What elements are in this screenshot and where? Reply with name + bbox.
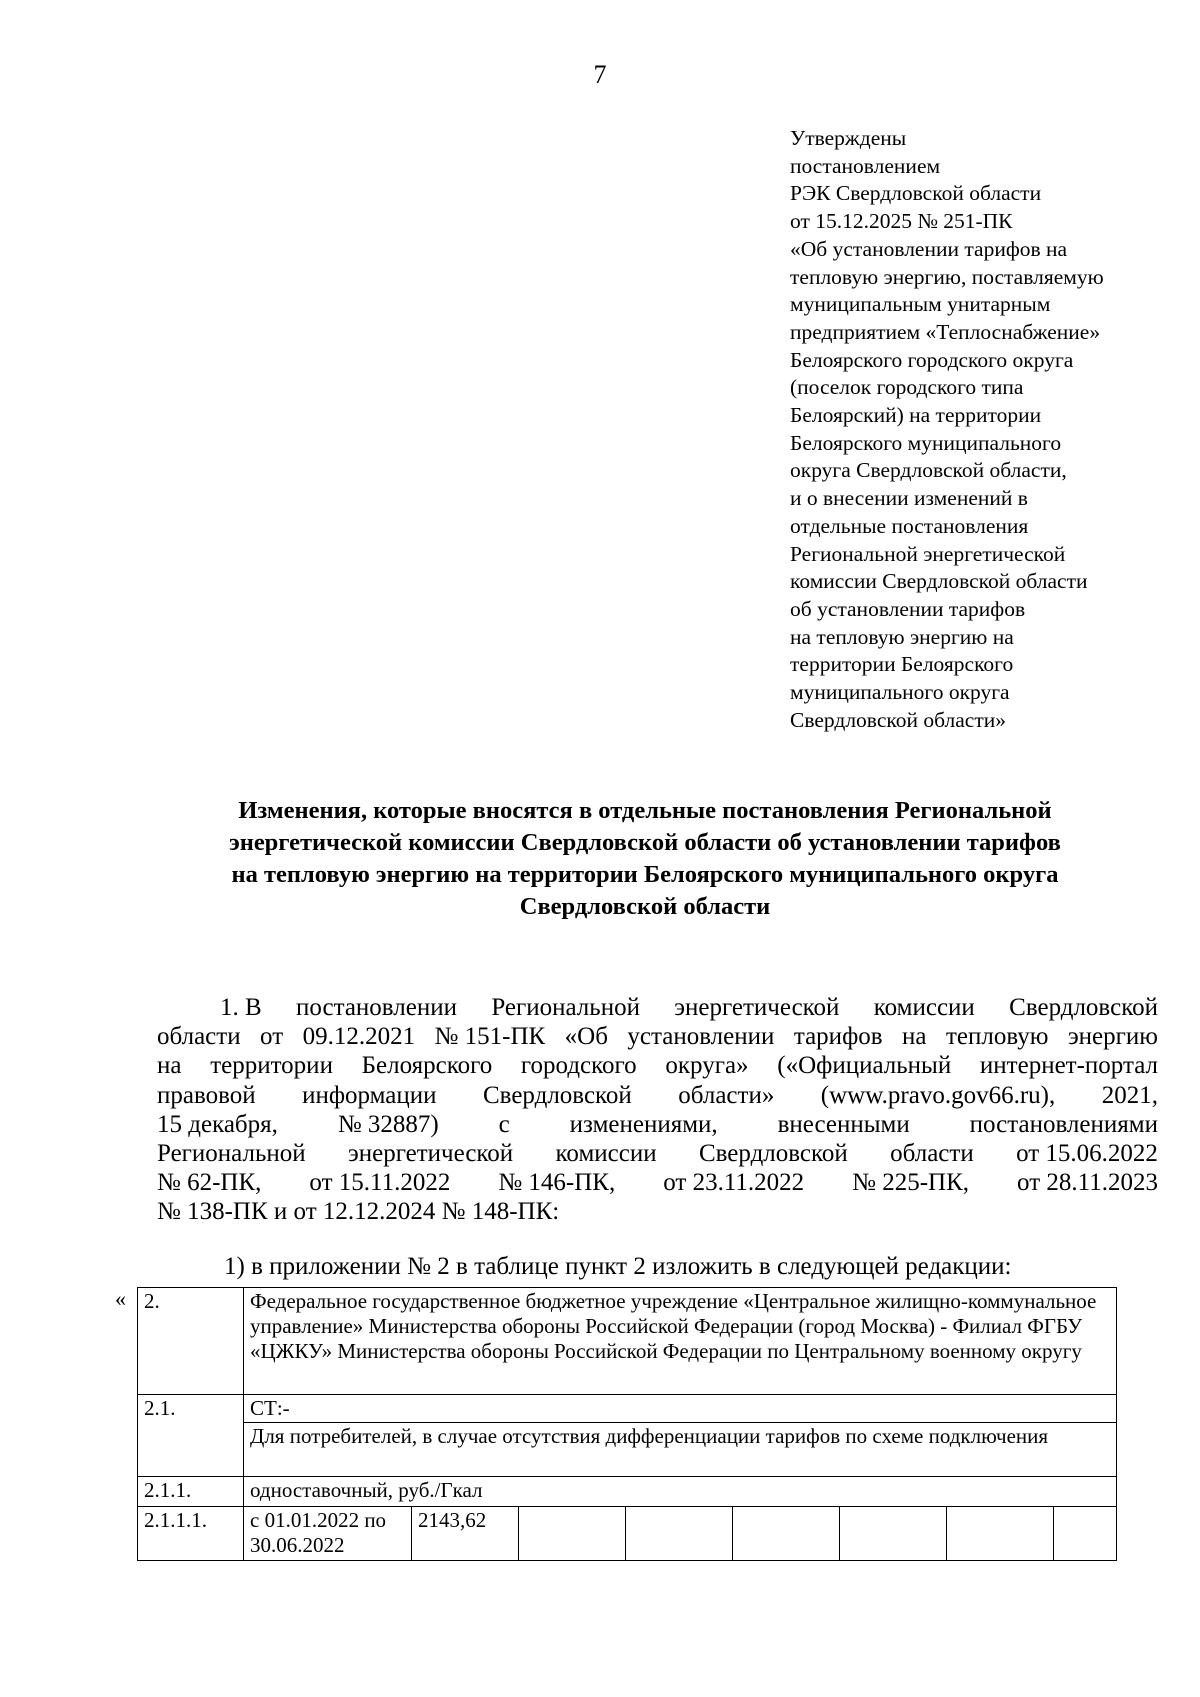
approval-line: «Об установлении тарифов на xyxy=(790,236,1068,261)
approval-line: об установлении тарифов xyxy=(790,596,1026,621)
paragraph-word: постановлениями xyxy=(969,1110,1158,1138)
row-number: 2.1.1. xyxy=(138,1477,244,1507)
table-row xyxy=(138,1288,1117,1395)
approval-line: Белоярского муниципального xyxy=(790,430,1062,455)
heading-line: на тепловую энергию на территории Белоярского муниципального округа xyxy=(231,861,1059,888)
empty-cell xyxy=(733,1507,840,1561)
heading-line: энергетической комиссии Свердловской области об установлении тарифов xyxy=(229,829,1061,856)
approval-line: предприятием «Теплоснабжение» xyxy=(790,319,1101,344)
paragraph-line xyxy=(157,1197,1158,1226)
paragraph-line xyxy=(157,1081,1158,1110)
approval-line: постановлением xyxy=(790,153,941,178)
paragraph-1 xyxy=(157,993,1158,1227)
paragraph-word: Региональной xyxy=(157,1140,306,1168)
paragraph-word: 2021, xyxy=(1101,1081,1158,1109)
page-number: 7 xyxy=(593,60,607,89)
paragraph-word: энергетической xyxy=(674,994,840,1021)
paragraph-word: № 146-ПК, xyxy=(498,1169,616,1197)
paragraph-word: Региональной xyxy=(491,994,640,1021)
paragraph-word: № 138-ПК и от 12.12.2024 № 148-ПК: xyxy=(157,1198,560,1226)
approval-line: тепловую энергию, поставляемую xyxy=(790,264,1104,289)
heading-line: Изменения, которые вносятся в отдельные постановления Региональной xyxy=(238,797,1052,824)
tariff-table xyxy=(137,1287,1117,1561)
paragraph-word: изменениями, xyxy=(569,1110,718,1138)
empty-cell xyxy=(519,1507,626,1561)
approval-line: муниципальным унитарным xyxy=(790,292,1051,317)
approval-line: (поселок городского типа xyxy=(790,375,1024,400)
paragraph-word: от 15.06.2022 xyxy=(1016,1140,1158,1168)
paragraph-word: энергию xyxy=(1067,1023,1158,1051)
paragraph-word: № 32887) xyxy=(337,1110,439,1138)
approval-line: Белоярского городского округа xyxy=(790,347,1074,372)
approval-line: округа Свердловской области, xyxy=(790,458,1067,483)
paragraph-line xyxy=(157,1022,1158,1051)
paragraph-word: внесенными xyxy=(777,1110,910,1138)
paragraph-word: комиссии xyxy=(873,994,975,1021)
paragraph-word: № 62-ПК, xyxy=(157,1169,262,1197)
paragraph-word: 1. В xyxy=(220,994,262,1021)
item-1-text: 1) в приложении № 2 в таблице пункт 2 изложить в следующей редакции: xyxy=(224,1253,1012,1280)
document-heading xyxy=(130,795,1160,923)
paragraph-word: (www.pravo.gov66.ru), xyxy=(820,1081,1056,1109)
paragraph-word: № 225-ПК, xyxy=(852,1169,970,1197)
period-cell: с 01.01.2022 по 30.06.2022 xyxy=(244,1507,412,1561)
paragraph-word: от 23.11.2022 xyxy=(663,1169,805,1197)
tariff-type: СТ:- xyxy=(244,1395,1117,1423)
paragraph-line xyxy=(157,1051,1158,1080)
paragraph-word: Свердловской xyxy=(1009,994,1158,1021)
approval-line: от 15.12.2025 № 251-ПК xyxy=(790,209,1013,234)
approval-line: и о внесении изменений в xyxy=(790,486,1028,511)
paragraph-word: от xyxy=(260,1023,284,1051)
paragraph-word: комиссии xyxy=(555,1140,657,1168)
tariff-value-cell: 2143,62 xyxy=(412,1507,519,1561)
paragraph-word: «Об xyxy=(564,1023,608,1051)
heading-line: Свердловской области xyxy=(519,893,771,920)
opening-quote: « xyxy=(115,1286,126,1311)
paragraph-word: области» xyxy=(678,1081,775,1109)
approval-line: Белоярский) на территории xyxy=(790,403,1042,428)
row-number: 2.1. xyxy=(138,1395,244,1477)
paragraph-word: области xyxy=(890,1140,974,1168)
table-row xyxy=(138,1423,1117,1477)
paragraph-word: Белоярского xyxy=(361,1052,493,1080)
approval-line: комиссии Свердловской области xyxy=(790,569,1088,594)
paragraph-line xyxy=(157,993,1158,1022)
paragraph-word: 09.12.2021 xyxy=(302,1023,416,1051)
paragraph-word: Свердловской xyxy=(483,1081,632,1109)
rate-type: одноставочный, руб./Гкал xyxy=(244,1477,1117,1507)
row-number: 2.1.1.1. xyxy=(138,1507,244,1561)
empty-cell xyxy=(840,1507,947,1561)
empty-cell xyxy=(626,1507,733,1561)
paragraph-word: энергетической xyxy=(348,1140,514,1168)
organization-name: Федеральное государственное бюджетное учреждение «Центральное жилищно-коммунальное управление» Министерства обороны Российской Федерации (город Москва) - Филиал ФГБУ «ЦЖКУ» Министерства обороны Российской Федерации по Центральному военному округу xyxy=(244,1288,1117,1395)
empty-cell xyxy=(947,1507,1054,1561)
paragraph-word: Свердловской xyxy=(698,1140,848,1168)
paragraph-word: правовой xyxy=(157,1081,256,1109)
approval-line: Утверждены xyxy=(790,126,907,150)
paragraph-line xyxy=(157,1139,1158,1168)
approval-line: на тепловую энергию на xyxy=(790,624,1014,649)
paragraph-word: на xyxy=(902,1023,927,1051)
row-number: 2. xyxy=(138,1288,244,1395)
approval-line: муниципального округа xyxy=(790,680,1010,705)
paragraph-word: от 28.11.2023 xyxy=(1017,1169,1158,1197)
table-row xyxy=(138,1477,1117,1507)
approval-line: Региональной энергетической xyxy=(790,541,1066,566)
paragraph-word: постановлении xyxy=(296,994,457,1021)
approval-line: РЭК Свердловской области xyxy=(790,181,1042,206)
paragraph-word: с xyxy=(498,1110,510,1138)
paragraph-word: на xyxy=(157,1052,182,1080)
paragraph-word: территории xyxy=(210,1052,333,1080)
approval-line: территории Белоярского xyxy=(790,652,1014,677)
paragraph-word: информации xyxy=(302,1081,437,1109)
paragraph-word: интернет-портал xyxy=(979,1052,1158,1080)
paragraph-word: тарифов xyxy=(793,1023,883,1051)
empty-cell xyxy=(1054,1507,1117,1561)
table-row xyxy=(138,1395,1117,1423)
paragraph-line xyxy=(157,1110,1158,1139)
paragraph-word: 15 декабря, xyxy=(157,1110,278,1138)
paragraph-word: от 15.11.2022 xyxy=(309,1169,451,1197)
approval-line: отдельные постановления xyxy=(790,513,1029,538)
approval-block xyxy=(790,125,1170,734)
paragraph-word: («Официальный xyxy=(777,1052,952,1080)
paragraph-line xyxy=(157,1168,1158,1197)
table-row xyxy=(138,1507,1117,1561)
paragraph-word: городского xyxy=(520,1052,637,1080)
consumer-group: Для потребителей, в случае отсутствия дифференциации тарифов по схеме подключения xyxy=(244,1423,1117,1477)
paragraph-word: области xyxy=(157,1023,241,1051)
paragraph-word: № 151-ПК xyxy=(434,1023,546,1051)
paragraph-word: округа» xyxy=(665,1052,749,1080)
approval-line: Свердловской области» xyxy=(790,707,1006,732)
paragraph-word: установлении xyxy=(627,1023,775,1051)
paragraph-word: тепловую xyxy=(945,1023,1049,1051)
